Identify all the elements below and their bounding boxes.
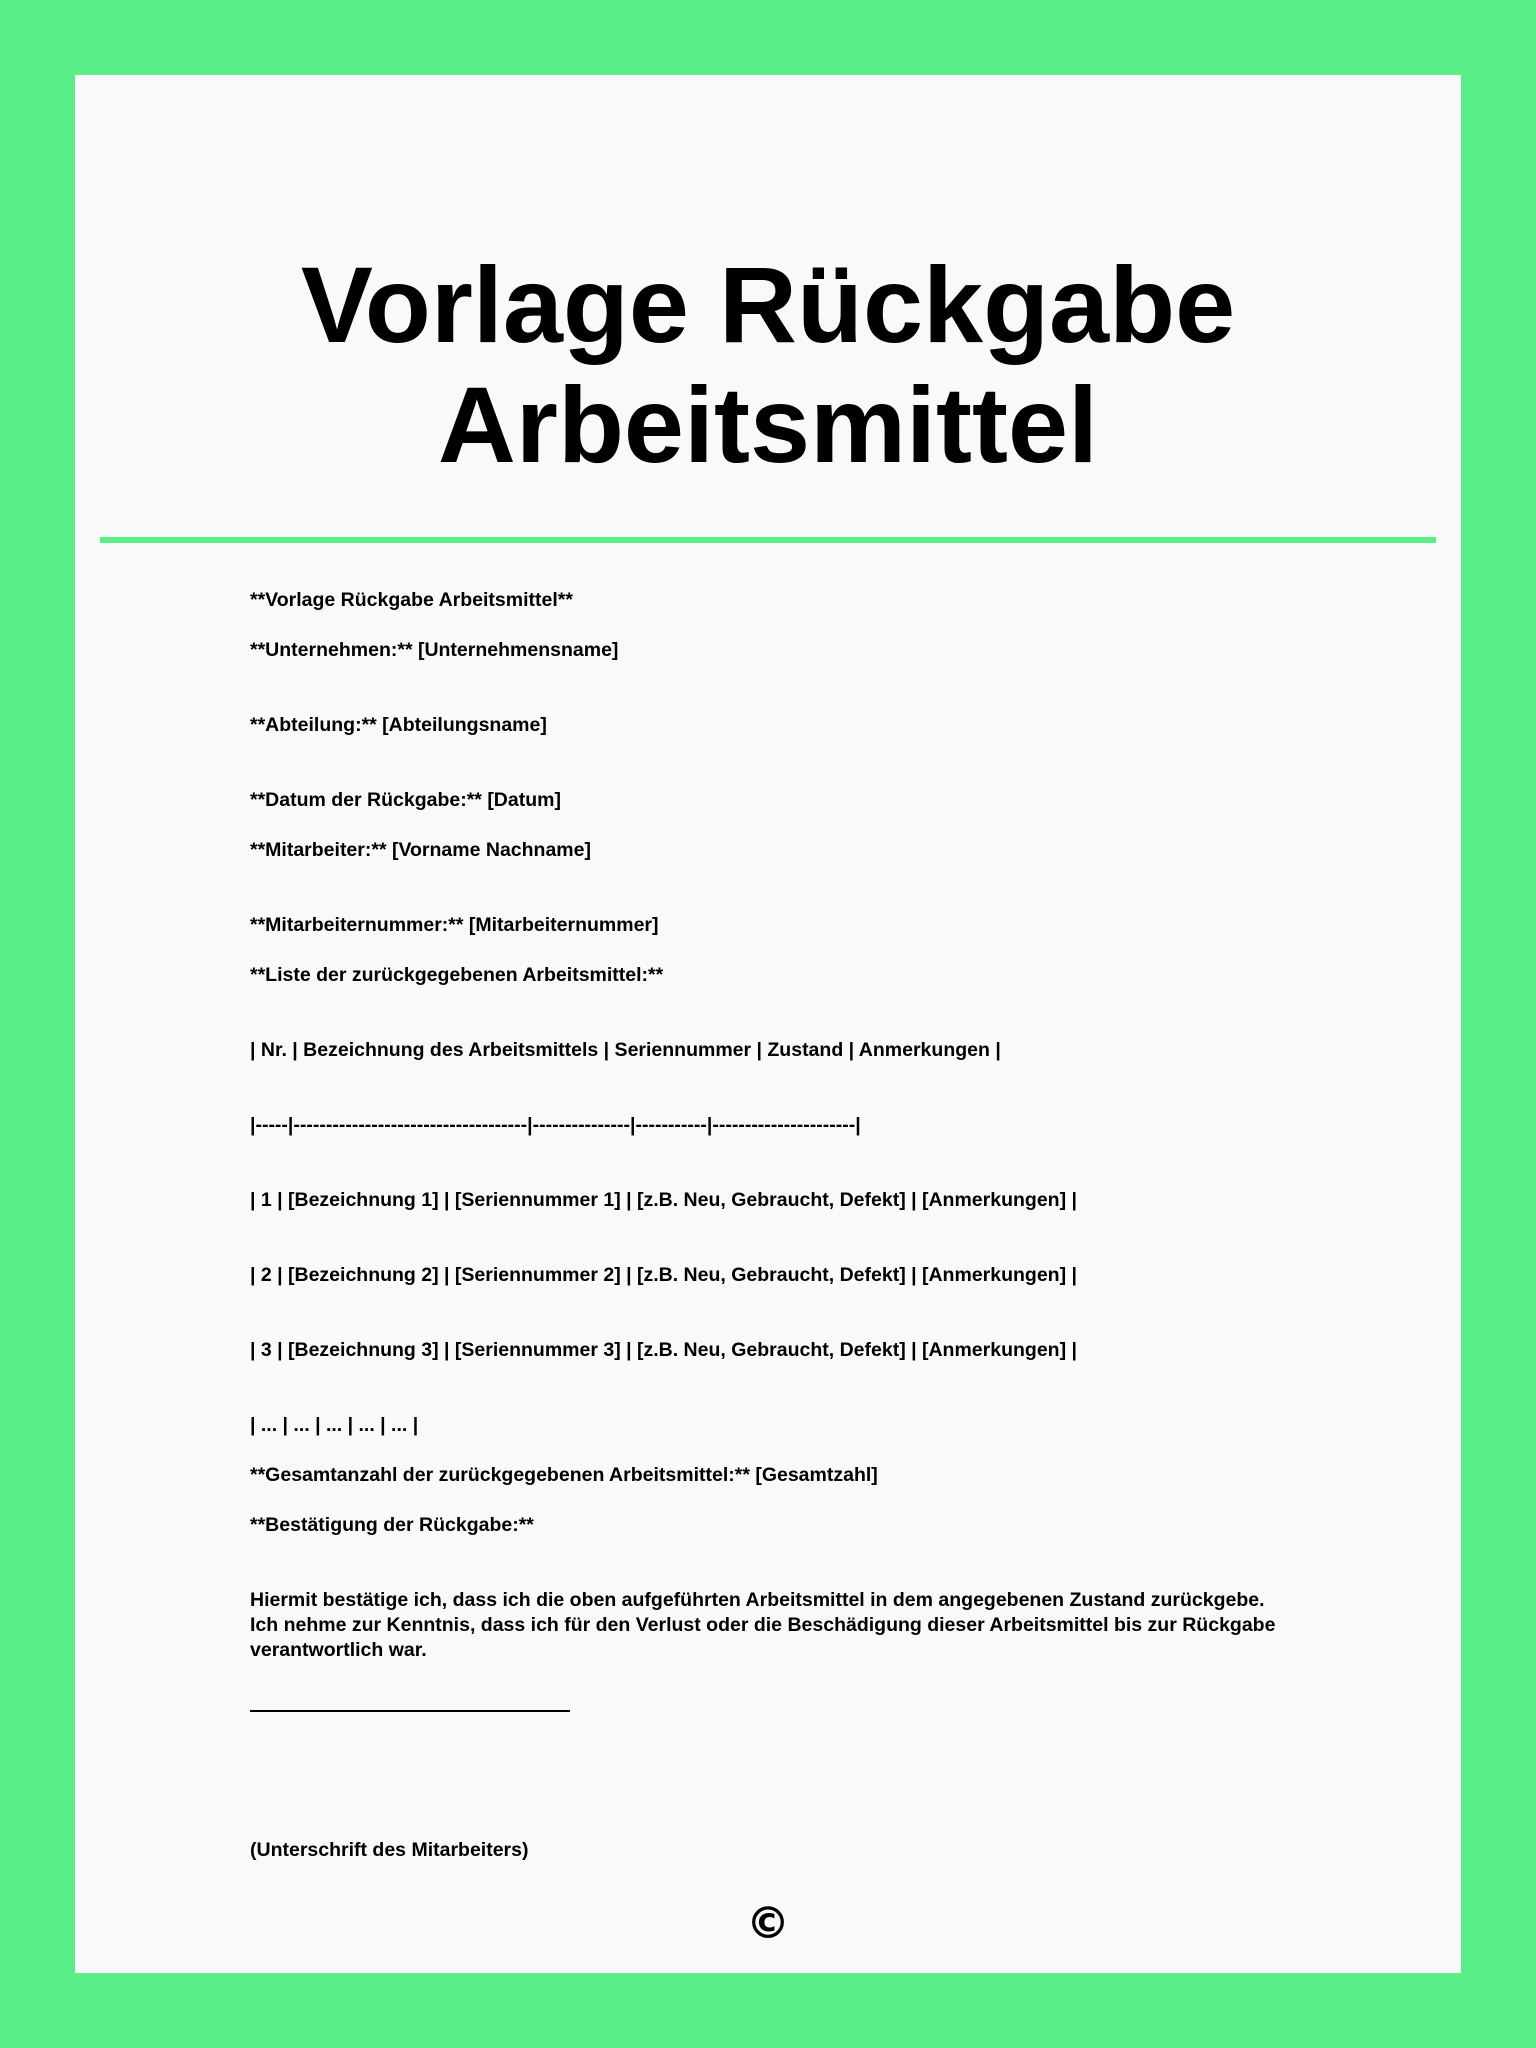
copyright-icon: © xyxy=(746,1898,790,1949)
table-header-row: | Nr. | Bezeichnung des Arbeitsmittels | Seriennummer | Zustand | Anmerkungen | xyxy=(250,1039,1001,1061)
table-row-2: | 2 | [Bezeichnung 2] | [Seriennummer 2] | [z.B. Neu, Gebraucht, Defekt] | [Anmerkungen] | xyxy=(250,1264,1077,1286)
confirmation-heading: **Bestätigung der Rückgabe:** xyxy=(250,1514,534,1536)
table-row-ellipsis: | ... | ... | ... | ... | ... | xyxy=(250,1414,419,1436)
signature-label: (Unterschrift des Mitarbeiters) xyxy=(250,1839,529,1861)
document-page xyxy=(75,75,1461,1973)
table-row-1: | 1 | [Bezeichnung 1] | [Seriennummer 1] | [z.B. Neu, Gebraucht, Defekt] | [Anmerkungen] | xyxy=(250,1189,1077,1211)
signature-line xyxy=(250,1710,570,1712)
list-heading-line: **Liste der zurückgegebenen Arbeitsmittel:** xyxy=(250,964,664,986)
title-divider xyxy=(100,537,1436,543)
table-separator-row: |-----|------------------------------------|---------------|-----------|----------------------| xyxy=(250,1114,861,1136)
confirmation-paragraph: Hiermit bestätige ich, dass ich die oben aufgeführten Arbeitsmittel in dem angegebenen Zustand zurückgebe. Ich nehme zur Kenntnis, dass ich für den Verlust oder die Beschädigung dieser Arbeitsmittel bis zur Rückgabe verantwortlich war. xyxy=(250,1589,1276,1661)
employee-number-line: **Mitarbeiternummer:** [Mitarbeiternummer] xyxy=(250,914,659,936)
title-line-1: Vorlage Rückgabe xyxy=(300,244,1236,365)
employee-line: **Mitarbeiter:** [Vorname Nachname] xyxy=(250,839,591,861)
return-date-line: **Datum der Rückgabe:** [Datum] xyxy=(250,789,561,811)
total-count-line: **Gesamtanzahl der zurückgegebenen Arbeitsmittel:** [Gesamtzahl] xyxy=(250,1464,878,1486)
document-title xyxy=(75,245,1461,485)
table-row-3: | 3 | [Bezeichnung 3] | [Seriennummer 3] | [z.B. Neu, Gebraucht, Defekt] | [Anmerkungen] | xyxy=(250,1339,1077,1361)
title-line-2: Arbeitsmittel xyxy=(437,364,1099,485)
heading-line: **Vorlage Rückgabe Arbeitsmittel** xyxy=(250,589,573,611)
company-line: **Unternehmen:** [Unternehmensname] xyxy=(250,639,619,661)
department-line: **Abteilung:** [Abteilungsname] xyxy=(250,714,547,736)
